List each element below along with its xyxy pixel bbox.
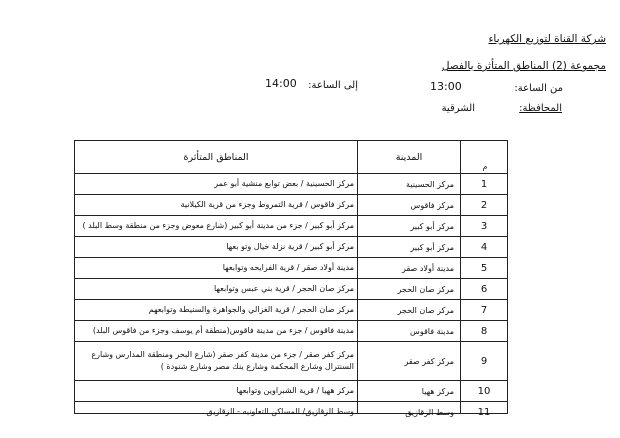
table-row xyxy=(75,236,507,257)
row-number: 6 xyxy=(480,283,488,295)
row-areas-text: مركز الحسينية / بعض توابع منشية أبو عمر xyxy=(214,179,354,188)
row-areas xyxy=(77,279,354,299)
row-areas xyxy=(77,174,354,194)
header-areas: المناطق المتأثرة xyxy=(183,151,249,163)
row-areas-text: مركز صان الحجر / قرية بني عبس وتوابعها xyxy=(213,284,354,293)
row-number: 8 xyxy=(480,325,488,337)
row-areas xyxy=(77,321,354,341)
row-areas-text: وسط الزقازيق/ المساكن التعاونيه - الزقازيق xyxy=(206,407,354,416)
header-number: م xyxy=(482,162,488,171)
from-time-label: من الساعة: xyxy=(514,83,563,94)
row-number: 11 xyxy=(477,406,491,418)
row-areas-text: مركز ههيا / قرية الشبراوين وتوابعها xyxy=(236,386,354,395)
row-areas xyxy=(77,216,354,236)
row-areas xyxy=(77,237,354,257)
row-city: مركز ههيا xyxy=(421,386,454,396)
row-number: 2 xyxy=(480,199,488,211)
table-row xyxy=(75,320,507,341)
group-title: مجموعة (2) المناطق المتأثرة بالفصل xyxy=(441,60,606,72)
row-city: مركز كفر صقر xyxy=(404,356,454,366)
row-areas xyxy=(77,342,354,380)
row-areas-text: مدينة أولاد صقر / قرية الفرايحه وتوابعها xyxy=(222,263,354,272)
row-areas-text: مدينة فاقوس / جزء من مدينة فاقوس(منطقة أم يوسف وجزء من فاقوس البلد) xyxy=(92,326,354,335)
governorate-label: المحافظة: xyxy=(519,103,562,114)
row-areas xyxy=(77,195,354,215)
table-row xyxy=(75,215,507,236)
company-name: شركة القناة لتوزيع الكهرباء xyxy=(488,33,606,45)
header-city: المدينة xyxy=(395,151,423,163)
governorate-value: الشرقية xyxy=(441,103,475,114)
row-areas xyxy=(77,381,354,401)
row-areas xyxy=(77,300,354,320)
row-city: مركز أبو كبير xyxy=(410,242,454,252)
row-number: 9 xyxy=(480,355,488,367)
table-row xyxy=(75,194,507,215)
row-city: مركز صان الحجر xyxy=(397,305,454,315)
row-city: مركز فاقوس xyxy=(410,200,454,210)
row-areas xyxy=(77,258,354,278)
table-row xyxy=(75,257,507,278)
table-row xyxy=(75,173,507,194)
row-city: مدينة أولاد صقر xyxy=(402,263,454,273)
row-areas-text: مركز صان الحجر / قرية الغزالي والجواهرة والسنيطة وتوابعهم xyxy=(148,305,354,314)
table-row xyxy=(75,299,507,320)
table-row xyxy=(75,401,507,422)
row-city: مركز أبو كبير xyxy=(410,221,454,231)
row-number: 3 xyxy=(480,220,488,232)
to-time-label: إلى الساعة: xyxy=(308,80,358,91)
to-time-value: 14:00 xyxy=(265,77,297,90)
row-city: مركز صان الحجر xyxy=(397,284,454,294)
row-areas-text: مركز أبو كبير / جزء من مدينة أبو كبير (شارع معوض وجزء من منطقة وسط البلد ) xyxy=(82,221,354,230)
row-areas xyxy=(77,402,354,422)
row-areas-text: مركز كفر صقر / جزء من مدينة كفر صقر (شارع البحر ومنطقة المدارس وشارع السنترال وشارع المحكمة وشارع بنك مصر وشارع شنودة ) xyxy=(91,350,354,371)
table-row xyxy=(75,380,507,401)
row-city: مدينة فاقوس xyxy=(410,326,454,336)
from-time-value: 13:00 xyxy=(430,80,462,93)
table-row xyxy=(75,341,507,380)
row-areas-text: مركز أبو كبير / قرية نزلة خيال وتو بعها xyxy=(226,242,354,251)
table-row xyxy=(75,278,507,299)
affected-areas-table xyxy=(74,140,508,418)
row-number: 5 xyxy=(480,262,488,274)
row-city: وسط الزقازيق xyxy=(405,407,454,417)
row-city: مركز الحسينية xyxy=(406,179,454,189)
row-number: 1 xyxy=(480,178,488,190)
row-number: 4 xyxy=(480,241,488,253)
row-number: 7 xyxy=(480,304,488,316)
row-number: 10 xyxy=(477,385,491,397)
row-areas-text: مركز فاقوس / قرية التمروط وجزء من قرية الكيلانية xyxy=(180,200,354,209)
